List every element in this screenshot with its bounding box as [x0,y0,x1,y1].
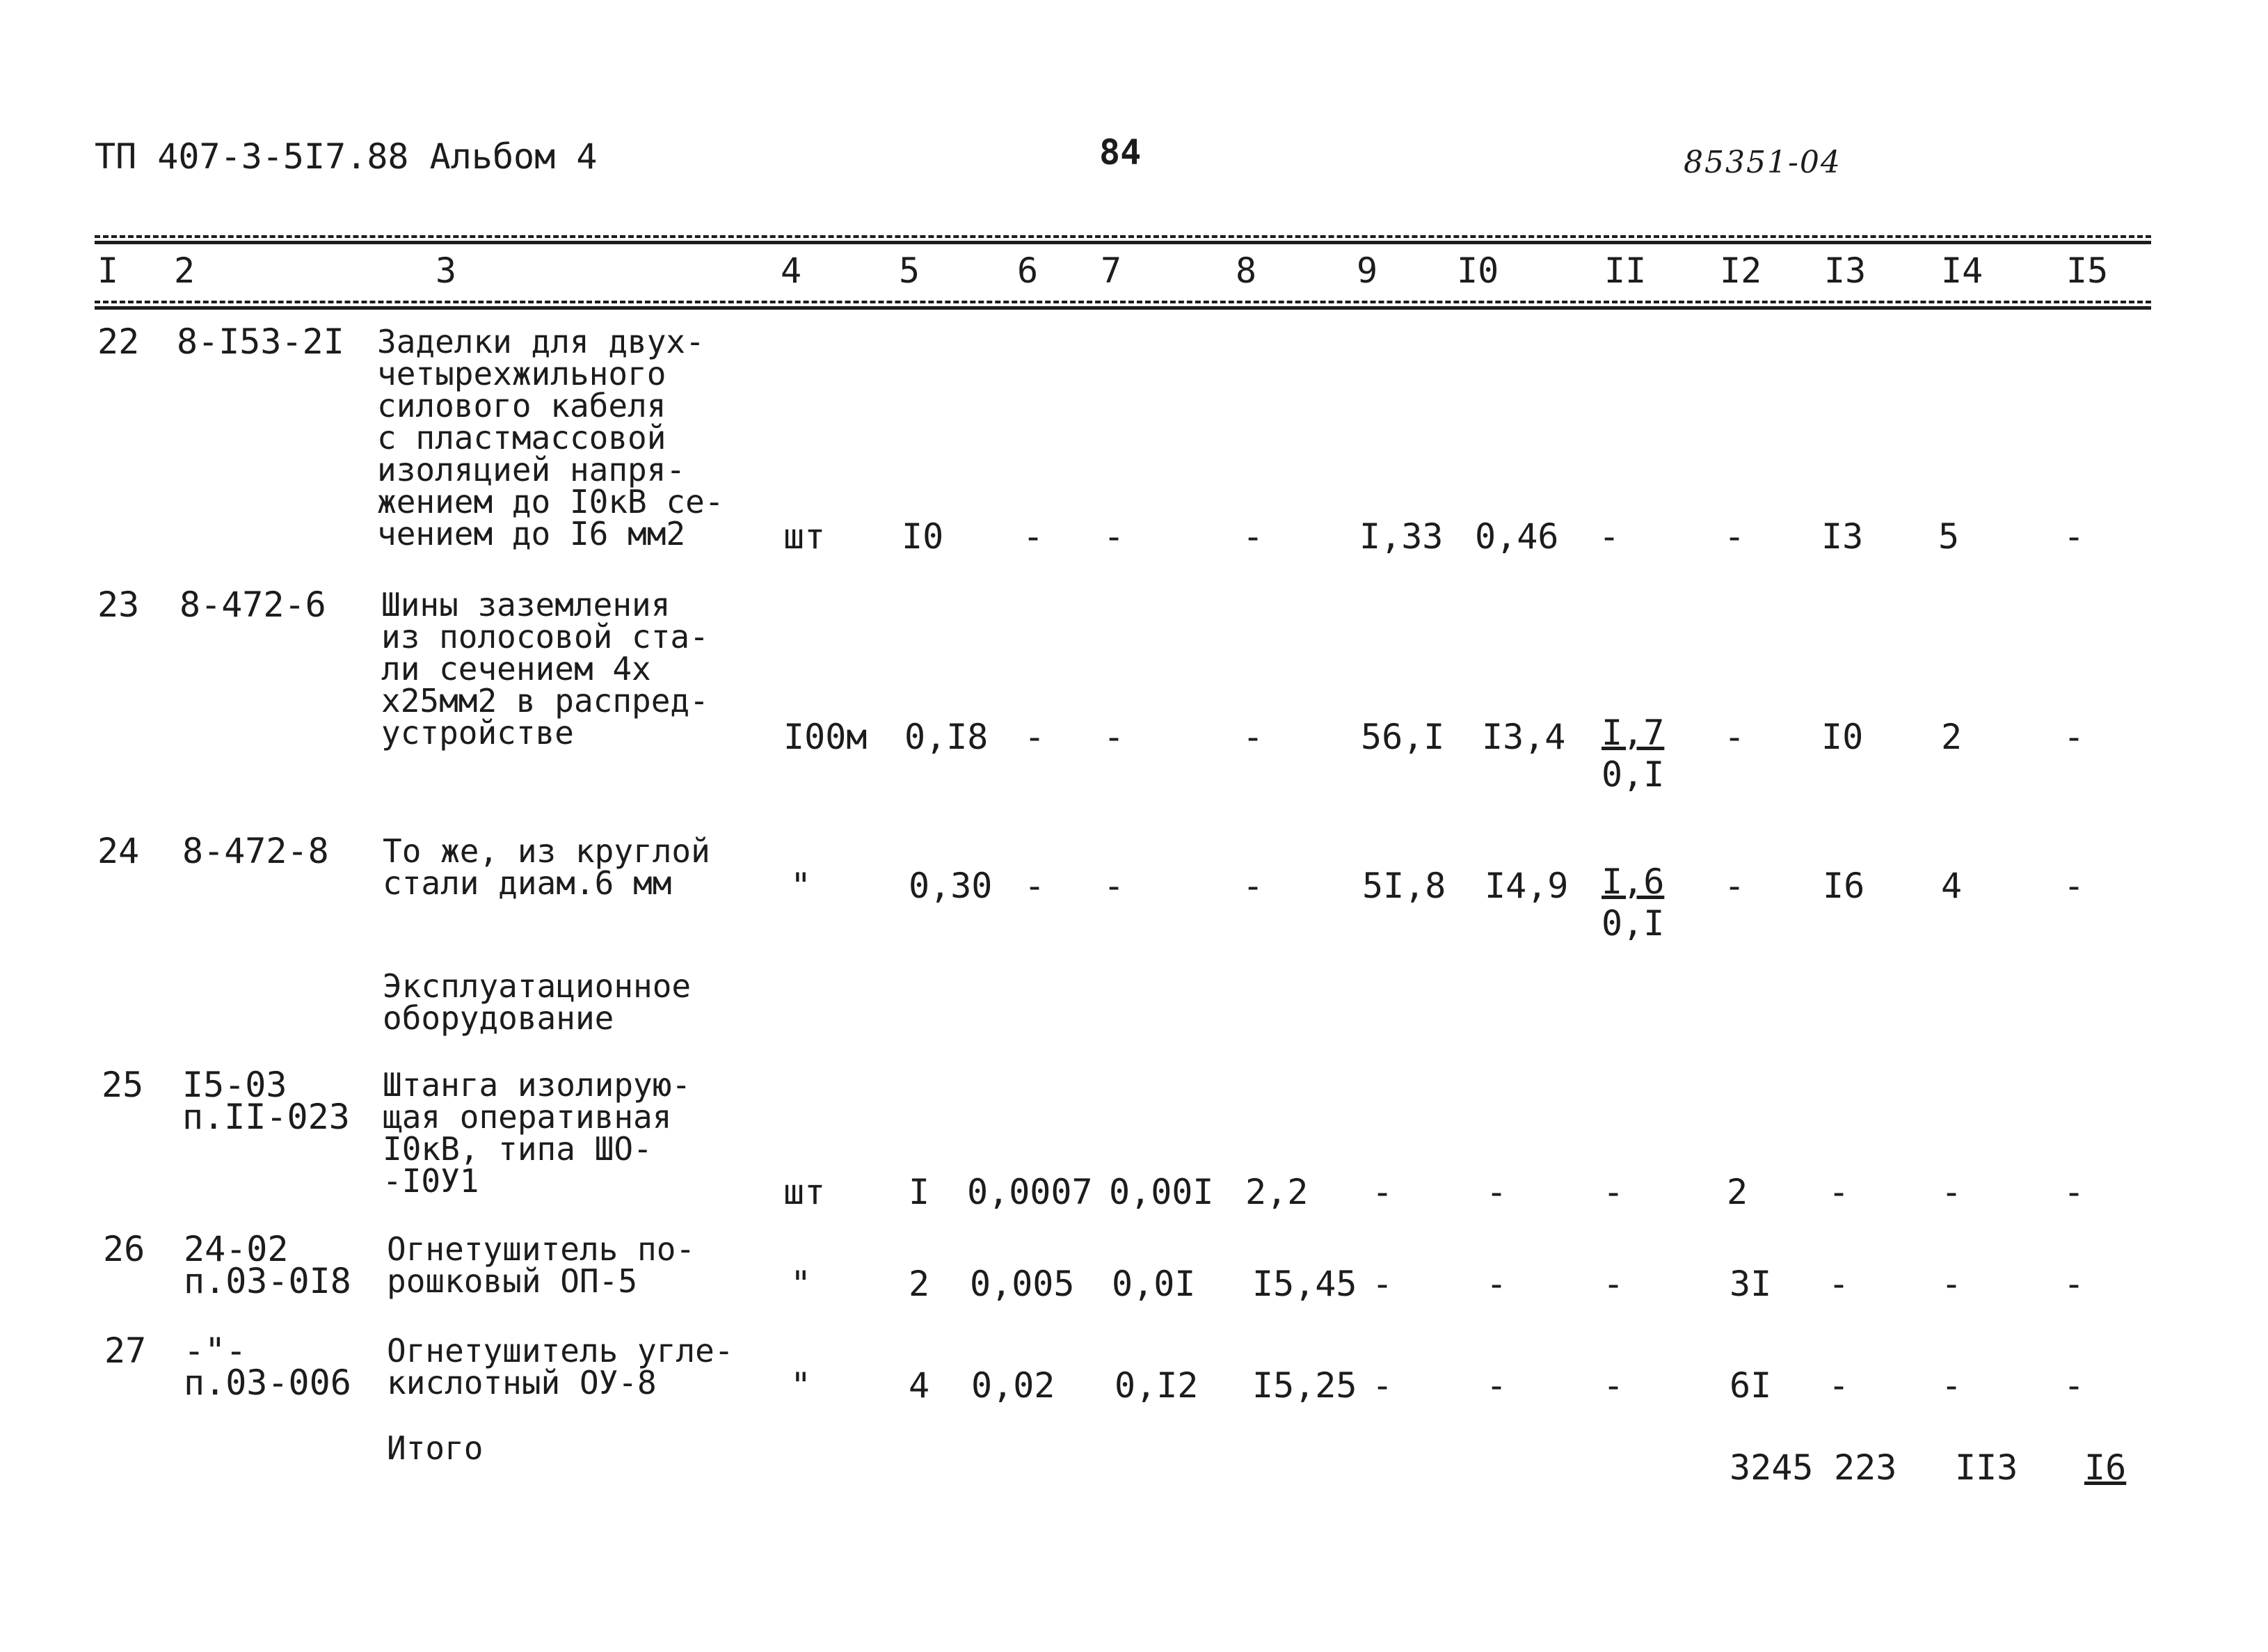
cell-col12: 2 [1727,1172,1748,1212]
row-number: 22 [97,321,140,362]
row-description [383,1066,692,1200]
description-line: устройстве [381,714,574,752]
cell-quantity: I0 [902,516,944,557]
row-code-line: I5-03 [182,1065,287,1105]
row-number: 27 [104,1331,147,1371]
cell-col6: 0,0007 [967,1172,1093,1212]
cell-unit: " [790,1264,812,1304]
cell-col13: - [1828,1172,1850,1212]
cell-col12: - [1724,717,1746,757]
cell-col8: - [1243,717,1264,757]
cell-unit: шт [783,516,826,557]
column-header: I2 [1720,251,1762,291]
cell-col9: - [1372,1365,1393,1406]
cell-col9: 5I,8 [1362,866,1446,906]
cell-col9: - [1372,1172,1393,1212]
description-line: Огнетушитель по- [387,1230,696,1268]
cell-col10: - [1486,1264,1508,1304]
fraction-numerator: I,6 [1602,861,1665,902]
column-header: 2 [174,251,195,291]
row-description [387,1332,734,1401]
total-col12: 3245 [1730,1447,1814,1488]
row-code-line: п.03-006 [184,1363,351,1403]
cell-col7: 0,0I [1112,1264,1196,1304]
cell-col7: - [1103,516,1125,557]
cell-col11-fraction [1602,713,1665,795]
row-code: 8-472-6 [179,585,326,625]
description-line: силового кабеля [377,387,666,424]
column-header: 9 [1357,251,1378,291]
page-number: 84 [1099,132,1142,173]
document-code: ТП 407-3-5I7.88 Альбом 4 [95,136,598,177]
cell-unit: " [790,1365,812,1406]
description-line: щая оперативная [383,1098,672,1136]
description-line: х25мм2 в распред- [381,682,709,720]
column-header: II [1604,251,1647,291]
cell-col15: - [2063,1365,2085,1406]
cell-col15: - [2063,1172,2085,1212]
cell-col15: - [2063,866,2085,906]
column-header: I0 [1457,251,1499,291]
cell-col8: I5,25 [1252,1365,1357,1406]
row-code-line: -"- [184,1331,247,1371]
totals-label: Итого [387,1429,484,1467]
description-line: рошковый ОП-5 [387,1262,638,1300]
column-header: I3 [1824,251,1867,291]
inventory-number: 85351-04 [1684,145,1842,180]
fraction-denominator: 0,I [1602,754,1665,795]
cell-col13: I3 [1821,516,1864,557]
section-heading-line: оборудование [383,999,614,1037]
cell-col11: - [1603,1365,1624,1406]
cell-quantity: I [909,1172,930,1212]
cell-col13: - [1828,1264,1850,1304]
cell-quantity: 4 [909,1365,930,1406]
cell-col14: 2 [1941,717,1963,757]
total-col13: 223 [1834,1447,1897,1488]
total-col15: I6 [2084,1447,2127,1488]
cell-col12: - [1724,516,1746,557]
cell-col8: 2,2 [1245,1172,1309,1212]
row-number: 24 [97,831,140,871]
description-line: из полосовой ста- [381,618,709,656]
column-header: 8 [1236,251,1257,291]
description-line: Штанга изолирую- [383,1066,692,1104]
cell-col13: - [1828,1365,1850,1406]
cell-col8: I5,45 [1252,1264,1357,1304]
row-number: 25 [102,1065,144,1105]
cell-col6: - [1024,717,1046,757]
description-line: -I0У1 [383,1162,479,1200]
cell-unit: шт [783,1172,826,1212]
cell-col12: 6I [1730,1365,1772,1406]
column-header: I4 [1941,251,1983,291]
cell-col14: 5 [1938,516,1960,557]
cell-col15: - [2063,516,2085,557]
cell-unit: I00м [783,717,868,757]
total-col14: II3 [1955,1447,2018,1488]
table-header-rule-solid [95,306,2151,310]
description-line: жением до I0кВ се- [377,483,724,521]
cell-col9: - [1372,1264,1393,1304]
row-description [377,323,724,553]
description-line: изоляцией напря- [377,451,686,489]
column-header: 3 [436,251,457,291]
cell-col14: - [1941,1172,1963,1212]
cell-col11: - [1603,1264,1624,1304]
description-line: Огнетушитель угле- [387,1332,734,1369]
row-description [381,586,709,752]
cell-col10: I4,9 [1485,866,1569,906]
fraction-denominator: 0,I [1602,903,1665,944]
cell-col7: 0,I2 [1115,1365,1199,1406]
cell-col14: - [1941,1365,1963,1406]
row-code-line: п.II-023 [182,1097,350,1137]
cell-col9: I,33 [1359,516,1444,557]
row-description [383,832,710,902]
cell-col11-fraction [1602,861,1665,944]
row-code: 8-I53-2I [177,321,344,362]
cell-col8: - [1243,866,1264,906]
description-line: четырехжильного [377,355,666,392]
row-number: 23 [97,585,140,625]
description-line: стали диам.6 мм [383,864,672,902]
row-number: 26 [103,1229,145,1269]
column-header: I5 [2066,251,2109,291]
description-line: кислотный ОУ-8 [387,1364,657,1401]
cell-col9: 56,I [1361,717,1445,757]
description-line: Шины заземления [381,586,671,624]
description-line: Заделки для двух- [377,323,705,360]
cell-col7: - [1103,866,1125,906]
fraction-numerator: I,7 [1602,713,1665,753]
cell-quantity: 0,I8 [904,717,989,757]
column-header: 5 [899,251,920,291]
cell-col11: - [1603,1172,1624,1212]
cell-quantity: 2 [909,1264,930,1304]
cell-col6: 0,02 [971,1365,1055,1406]
description-line: I0кВ, типа ШО- [383,1130,653,1168]
row-code-line: 24-02 [184,1229,289,1269]
cell-unit: " [790,866,812,906]
column-header: 6 [1017,251,1039,291]
cell-col12: 3I [1730,1264,1772,1304]
cell-col6: 0,005 [970,1264,1075,1304]
table-header-rule [95,301,2151,303]
cell-col10: 0,46 [1475,516,1559,557]
column-header: I [97,251,119,291]
column-header: 7 [1101,251,1122,291]
cell-col7: - [1103,717,1125,757]
cell-col12: - [1724,866,1746,906]
cell-col8: - [1243,516,1264,557]
column-header: 4 [781,251,802,291]
cell-col13: I0 [1821,717,1864,757]
row-code-line: п.03-0I8 [184,1261,351,1301]
cell-col7: 0,00I [1109,1172,1214,1212]
cell-col15: - [2063,1264,2085,1304]
cell-col14: 4 [1941,866,1963,906]
cell-col13: I6 [1823,866,1865,906]
cell-col10: - [1486,1172,1508,1212]
cell-col6: - [1023,516,1044,557]
description-line: ли сечением 4х [381,650,651,688]
cell-col10: - [1486,1365,1508,1406]
section-heading-line: Эксплуатационное [383,967,692,1005]
description-line: с пластмассовой [377,419,666,456]
section-heading [383,967,692,1037]
cell-quantity: 0,30 [909,866,993,906]
row-description [387,1230,696,1300]
table-top-rule [95,235,2151,238]
cell-col10: I3,4 [1482,717,1566,757]
cell-col11: - [1599,516,1620,557]
cell-col14: - [1941,1264,1963,1304]
cell-col6: - [1024,866,1046,906]
row-code: 8-472-8 [182,831,329,871]
row-code [184,1229,351,1301]
description-line: чением до I6 мм2 [377,515,686,553]
row-code [184,1331,351,1403]
row-code [182,1065,350,1137]
table-top-rule-solid [95,241,2151,244]
cell-col15: - [2063,717,2085,757]
description-line: То же, из круглой [383,832,710,870]
